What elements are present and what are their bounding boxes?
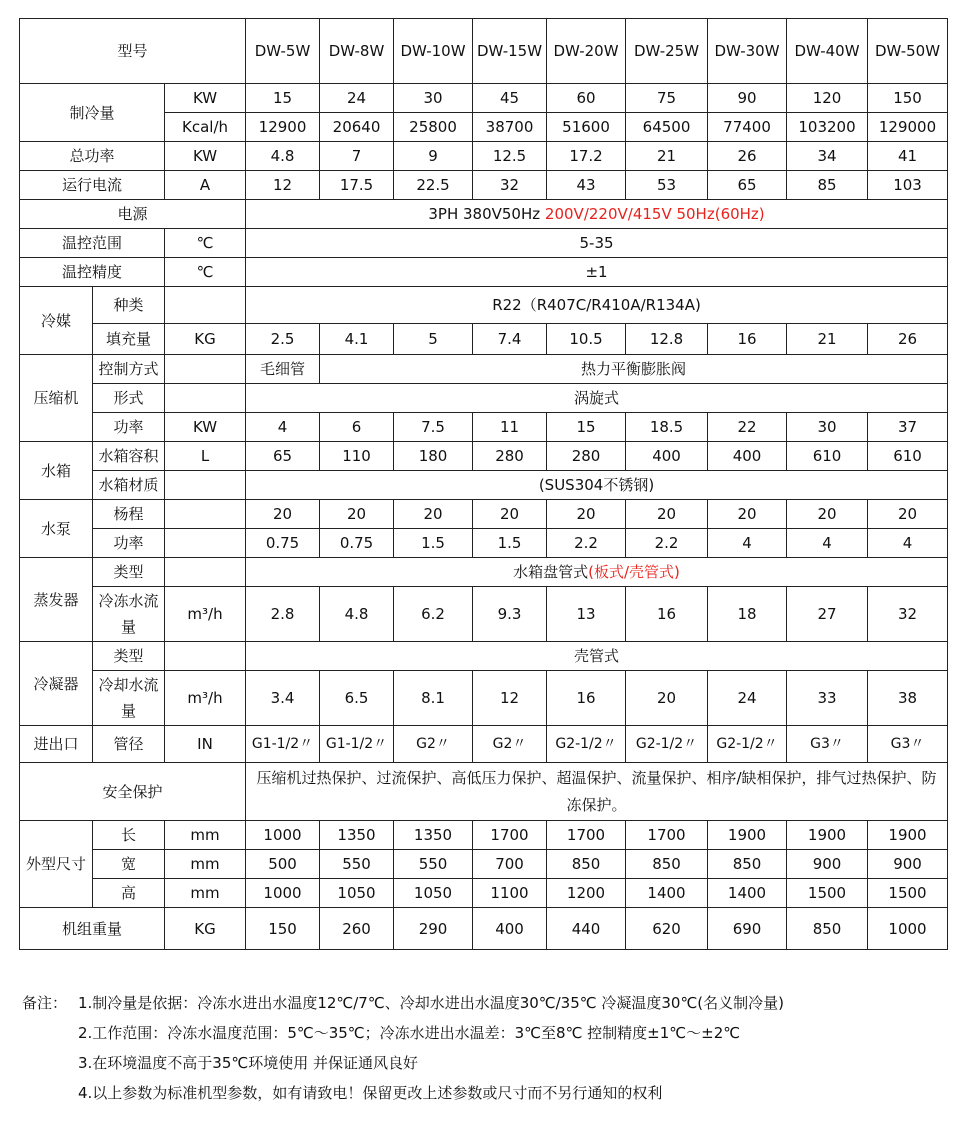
- value-cell: 10.5: [547, 324, 626, 355]
- value-cell: 32: [868, 587, 948, 642]
- unit-cell: ℃: [165, 258, 246, 287]
- value-cell: 38700: [473, 113, 547, 142]
- value-cell: 150: [246, 908, 320, 950]
- value-cell: 1900: [708, 821, 787, 850]
- value-cell: 6: [320, 413, 394, 442]
- label-ports: 进出口: [20, 726, 93, 763]
- value-cell: 150: [868, 84, 948, 113]
- value-cell: 37: [868, 413, 948, 442]
- value-cell: 15: [547, 413, 626, 442]
- value-cell: 20: [246, 500, 320, 529]
- value-cell: 280: [473, 442, 547, 471]
- label-compressor-form: 形式: [93, 384, 165, 413]
- unit-cell: A: [165, 171, 246, 200]
- unit-cell: Kcal/h: [165, 113, 246, 142]
- value-cell: 1350: [394, 821, 473, 850]
- value-cell: 27: [787, 587, 868, 642]
- row-condenser-flow: [20, 671, 948, 726]
- unit-cell: IN: [165, 726, 246, 763]
- value-cell: 38: [868, 671, 948, 726]
- value-cell: 280: [547, 442, 626, 471]
- row-safety: [20, 763, 948, 821]
- value-cell: 260: [320, 908, 394, 950]
- value-cell: 1.5: [394, 529, 473, 558]
- unit-cell: m³/h: [165, 671, 246, 726]
- value-cell: 12.5: [473, 142, 547, 171]
- value-cell: G2-1/2〃: [547, 726, 626, 763]
- value-cell: 4.1: [320, 324, 394, 355]
- compressor-control-large: 热力平衡膨胀阀: [320, 355, 948, 384]
- value-cell: G1-1/2〃: [320, 726, 394, 763]
- unit-cell: L: [165, 442, 246, 471]
- label-power-supply: 电源: [20, 200, 246, 229]
- model-cell: DW-10W: [394, 19, 473, 84]
- value-cell: 65: [708, 171, 787, 200]
- value-cell: 4: [246, 413, 320, 442]
- unit-cell: mm: [165, 850, 246, 879]
- safety-value: 压缩机过热保护、过流保护、高低压力保护、超温保护、流量保护、相序/缺相保护，排气过热保护、防冻保护。: [246, 763, 948, 821]
- row-pump-head: [20, 500, 948, 529]
- notes-section: [22, 988, 784, 1108]
- value-cell: 7.4: [473, 324, 547, 355]
- unit-cell: KG: [165, 908, 246, 950]
- value-cell: 440: [547, 908, 626, 950]
- value-cell: 550: [320, 850, 394, 879]
- label-pump-head: 杨程: [93, 500, 165, 529]
- value-cell: 610: [787, 442, 868, 471]
- label-compressor-control: 控制方式: [93, 355, 165, 384]
- label-tank-material: 水箱材质: [93, 471, 165, 500]
- value-cell: 6.2: [394, 587, 473, 642]
- row-weight: [20, 908, 948, 950]
- value-cell: 20640: [320, 113, 394, 142]
- value-cell: G3〃: [787, 726, 868, 763]
- label-tank: 水箱: [20, 442, 93, 500]
- value-cell: 400: [708, 442, 787, 471]
- value-cell: 13: [547, 587, 626, 642]
- compressor-control-small: 毛细管: [246, 355, 320, 384]
- value-cell: 45: [473, 84, 547, 113]
- value-cell: 34: [787, 142, 868, 171]
- power-supply-options: 200V/220V/415V 50Hz(60Hz): [544, 205, 765, 223]
- note-item: [22, 988, 784, 1018]
- value-cell: 4.8: [320, 587, 394, 642]
- value-cell: 1000: [868, 908, 948, 950]
- value-cell: 65: [246, 442, 320, 471]
- unit-cell: [165, 471, 246, 500]
- label-length: 长: [93, 821, 165, 850]
- model-cell: DW-25W: [626, 19, 708, 84]
- value-cell: 77400: [708, 113, 787, 142]
- value-cell: 1000: [246, 879, 320, 908]
- unit-cell: m³/h: [165, 587, 246, 642]
- label-model: 型号: [20, 19, 246, 84]
- row-ports: [20, 726, 948, 763]
- unit-cell: mm: [165, 821, 246, 850]
- value-cell: 1900: [868, 821, 948, 850]
- value-cell: 7: [320, 142, 394, 171]
- value-cell: 690: [708, 908, 787, 950]
- value-cell: 26: [868, 324, 948, 355]
- value-cell: G3〃: [868, 726, 948, 763]
- value-cell: 1.5: [473, 529, 547, 558]
- unit-cell: [165, 500, 246, 529]
- value-cell: 24: [708, 671, 787, 726]
- value-cell: 85: [787, 171, 868, 200]
- value-cell: 1400: [708, 879, 787, 908]
- label-evaporator: 蒸发器: [20, 558, 93, 642]
- label-cooling: 制冷量: [20, 84, 165, 142]
- unit-cell: [165, 529, 246, 558]
- label-evaporator-type: 类型: [93, 558, 165, 587]
- value-cell: G2〃: [394, 726, 473, 763]
- row-tank-material: [20, 471, 948, 500]
- value-cell: 20: [626, 671, 708, 726]
- label-pump-power: 功率: [93, 529, 165, 558]
- value-cell: 24: [320, 84, 394, 113]
- refrigerant-type-value: R22（R407C/R410A/R134A): [246, 287, 948, 324]
- value-cell: 51600: [547, 113, 626, 142]
- value-cell: 4: [868, 529, 948, 558]
- evaporator-type-value: [246, 558, 948, 587]
- label-safety: 安全保护: [20, 763, 246, 821]
- value-cell: 1100: [473, 879, 547, 908]
- model-cell: DW-50W: [868, 19, 948, 84]
- unit-cell: KW: [165, 84, 246, 113]
- unit-cell: KW: [165, 413, 246, 442]
- value-cell: 500: [246, 850, 320, 879]
- value-cell: 620: [626, 908, 708, 950]
- value-cell: 900: [787, 850, 868, 879]
- value-cell: 850: [547, 850, 626, 879]
- label-condenser-flow: 冷却水流量: [93, 671, 165, 726]
- row-cooling-kw: [20, 84, 948, 113]
- value-cell: 32: [473, 171, 547, 200]
- value-cell: 1900: [787, 821, 868, 850]
- value-cell: 4: [787, 529, 868, 558]
- unit-cell: [165, 642, 246, 671]
- value-cell: 90: [708, 84, 787, 113]
- value-cell: 2.2: [626, 529, 708, 558]
- value-cell: 41: [868, 142, 948, 171]
- label-temp-range: 温控范围: [20, 229, 165, 258]
- notes-lead: 备注：: [22, 994, 68, 1012]
- row-temp-precision: [20, 258, 948, 287]
- model-cell: DW-5W: [246, 19, 320, 84]
- value-cell: 11: [473, 413, 547, 442]
- value-cell: 700: [473, 850, 547, 879]
- unit-cell: ℃: [165, 229, 246, 258]
- value-cell: 20: [394, 500, 473, 529]
- value-cell: G1-1/2〃: [246, 726, 320, 763]
- compressor-form-value: 涡旋式: [246, 384, 948, 413]
- value-cell: 75: [626, 84, 708, 113]
- row-evaporator-flow: [20, 587, 948, 642]
- label-weight: 机组重量: [20, 908, 165, 950]
- value-cell: 20: [626, 500, 708, 529]
- label-evaporator-flow: 冷冻水流量: [93, 587, 165, 642]
- value-cell: 1350: [320, 821, 394, 850]
- value-cell: 4.8: [246, 142, 320, 171]
- note-item: 3.在环境温度不高于35℃环境使用 并保证通风良好: [78, 1054, 419, 1072]
- row-condenser-type: [20, 642, 948, 671]
- value-cell: 12900: [246, 113, 320, 142]
- model-cell: DW-40W: [787, 19, 868, 84]
- label-ports-sub: 管径: [93, 726, 165, 763]
- value-cell: 64500: [626, 113, 708, 142]
- value-cell: 3.4: [246, 671, 320, 726]
- model-cell: DW-8W: [320, 19, 394, 84]
- power-supply-value: [246, 200, 948, 229]
- value-cell: G2〃: [473, 726, 547, 763]
- value-cell: G2-1/2〃: [626, 726, 708, 763]
- value-cell: 9: [394, 142, 473, 171]
- value-cell: 1700: [473, 821, 547, 850]
- unit-cell: KW: [165, 142, 246, 171]
- label-condenser-type: 类型: [93, 642, 165, 671]
- value-cell: 1500: [868, 879, 948, 908]
- value-cell: 21: [787, 324, 868, 355]
- unit-cell: [165, 287, 246, 324]
- value-cell: 610: [868, 442, 948, 471]
- value-cell: 2.8: [246, 587, 320, 642]
- value-cell: 0.75: [246, 529, 320, 558]
- label-dimensions: 外型尺寸: [20, 821, 93, 908]
- label-temp-precision: 温控精度: [20, 258, 165, 287]
- value-cell: 12: [246, 171, 320, 200]
- value-cell: 53: [626, 171, 708, 200]
- value-cell: 20: [473, 500, 547, 529]
- row-tank-volume: [20, 442, 948, 471]
- value-cell: 15: [246, 84, 320, 113]
- value-cell: 850: [708, 850, 787, 879]
- value-cell: 0.75: [320, 529, 394, 558]
- label-refrigerant-charge: 填充量: [93, 324, 165, 355]
- model-cell: DW-20W: [547, 19, 626, 84]
- value-cell: 4: [708, 529, 787, 558]
- value-cell: 21: [626, 142, 708, 171]
- value-cell: 1500: [787, 879, 868, 908]
- value-cell: 5: [394, 324, 473, 355]
- value-cell: 8.1: [394, 671, 473, 726]
- value-cell: 1200: [547, 879, 626, 908]
- value-cell: 20: [868, 500, 948, 529]
- note-item: 4.以上参数为标准机型参数，如有请致电！保留更改上述参数或尺寸而不另行通知的权利: [78, 1084, 663, 1102]
- row-evaporator-type: [20, 558, 948, 587]
- row-model: [20, 19, 948, 84]
- value-cell: 20: [547, 500, 626, 529]
- row-dim-height: [20, 879, 948, 908]
- label-refrigerant-type: 种类: [93, 287, 165, 324]
- row-compressor-control: [20, 355, 948, 384]
- unit-cell: [165, 355, 246, 384]
- value-cell: 1050: [320, 879, 394, 908]
- value-cell: 17.2: [547, 142, 626, 171]
- label-compressor-power: 功率: [93, 413, 165, 442]
- temp-precision-value: ±1: [246, 258, 948, 287]
- value-cell: 17.5: [320, 171, 394, 200]
- row-dim-length: [20, 821, 948, 850]
- value-cell: 900: [868, 850, 948, 879]
- value-cell: 60: [547, 84, 626, 113]
- value-cell: 110: [320, 442, 394, 471]
- value-cell: 850: [787, 908, 868, 950]
- row-refrigerant-type: [20, 287, 948, 324]
- value-cell: 400: [626, 442, 708, 471]
- value-cell: 1400: [626, 879, 708, 908]
- label-tank-volume: 水箱容积: [93, 442, 165, 471]
- label-current: 运行电流: [20, 171, 165, 200]
- value-cell: 129000: [868, 113, 948, 142]
- model-cell: DW-15W: [473, 19, 547, 84]
- value-cell: 22.5: [394, 171, 473, 200]
- value-cell: 1700: [547, 821, 626, 850]
- value-cell: 12: [473, 671, 547, 726]
- label-compressor: 压缩机: [20, 355, 93, 442]
- label-height: 高: [93, 879, 165, 908]
- unit-cell: KG: [165, 324, 246, 355]
- row-power-supply: [20, 200, 948, 229]
- value-cell: G2-1/2〃: [708, 726, 787, 763]
- value-cell: 103200: [787, 113, 868, 142]
- tank-material-value: (SUS304不锈钢): [246, 471, 948, 500]
- value-cell: 16: [708, 324, 787, 355]
- evaporator-type-main: 水箱盘管式: [513, 563, 589, 581]
- unit-cell: [165, 384, 246, 413]
- spec-table: [19, 18, 948, 950]
- value-cell: 180: [394, 442, 473, 471]
- label-total-power: 总功率: [20, 142, 165, 171]
- value-cell: 26: [708, 142, 787, 171]
- value-cell: 290: [394, 908, 473, 950]
- value-cell: 22: [708, 413, 787, 442]
- note-item: 2.工作范围：冷冻水温度范围：5℃～35℃；冷冻水进出水温差：3℃至8℃ 控制精度±1℃～±2℃: [78, 1024, 741, 1042]
- evaporator-type-options: (板式/壳管式): [588, 563, 680, 581]
- value-cell: 25800: [394, 113, 473, 142]
- row-refrigerant-charge: [20, 324, 948, 355]
- value-cell: 20: [320, 500, 394, 529]
- label-width: 宽: [93, 850, 165, 879]
- value-cell: 30: [394, 84, 473, 113]
- note-text: 1.制冷量是依据：冷冻水进出水温度12℃/7℃、冷却水进出水温度30℃/35℃ 冷凝温度30℃(名义制冷量): [78, 994, 785, 1012]
- value-cell: 2.2: [547, 529, 626, 558]
- value-cell: 2.5: [246, 324, 320, 355]
- row-dim-width: [20, 850, 948, 879]
- value-cell: 18: [708, 587, 787, 642]
- value-cell: 1050: [394, 879, 473, 908]
- value-cell: 850: [626, 850, 708, 879]
- value-cell: 7.5: [394, 413, 473, 442]
- value-cell: 18.5: [626, 413, 708, 442]
- condenser-type-value: 壳管式: [246, 642, 948, 671]
- value-cell: 103: [868, 171, 948, 200]
- value-cell: 9.3: [473, 587, 547, 642]
- value-cell: 16: [547, 671, 626, 726]
- row-temp-range: [20, 229, 948, 258]
- row-compressor-form: [20, 384, 948, 413]
- row-pump-power: [20, 529, 948, 558]
- value-cell: 400: [473, 908, 547, 950]
- label-pump: 水泵: [20, 500, 93, 558]
- model-cell: DW-30W: [708, 19, 787, 84]
- value-cell: 20: [787, 500, 868, 529]
- power-supply-main: 3PH 380V50Hz: [428, 205, 541, 223]
- label-condenser: 冷凝器: [20, 642, 93, 726]
- value-cell: 43: [547, 171, 626, 200]
- unit-cell: [165, 558, 246, 587]
- value-cell: 20: [708, 500, 787, 529]
- row-total-power: [20, 142, 948, 171]
- value-cell: 33: [787, 671, 868, 726]
- row-compressor-power: [20, 413, 948, 442]
- value-cell: 1700: [626, 821, 708, 850]
- unit-cell: mm: [165, 879, 246, 908]
- value-cell: 16: [626, 587, 708, 642]
- value-cell: 12.8: [626, 324, 708, 355]
- value-cell: 1000: [246, 821, 320, 850]
- value-cell: 550: [394, 850, 473, 879]
- temp-range-value: 5-35: [246, 229, 948, 258]
- value-cell: 30: [787, 413, 868, 442]
- row-current: [20, 171, 948, 200]
- label-refrigerant: 冷媒: [20, 287, 93, 355]
- value-cell: 6.5: [320, 671, 394, 726]
- value-cell: 120: [787, 84, 868, 113]
